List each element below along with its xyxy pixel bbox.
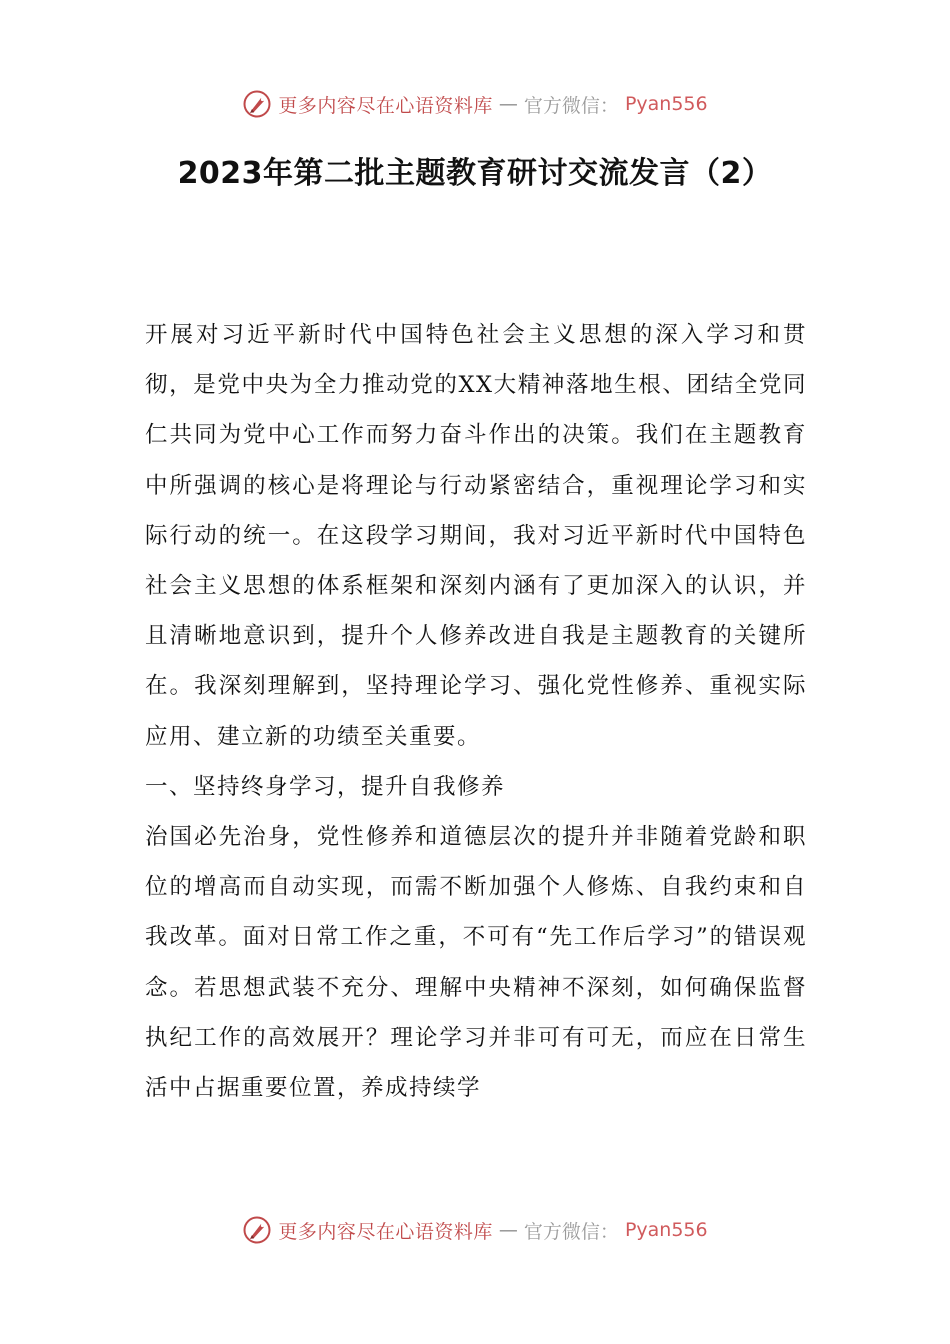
document-body [145,310,807,1113]
section-heading-1: 一、坚持终身学习，提升自我修养 [145,773,506,800]
header-wechat-label: 官方微信： [523,94,619,117]
footer-banner-separator: — [498,1219,518,1241]
header-banner [0,82,950,126]
pen-nib-logo-icon [242,1215,272,1245]
header-wechat-id: Pyan556 [624,93,708,115]
header-banner-text: 更多内容尽在心语资料库 [278,94,493,117]
document-title: 2023年第二批主题教育研讨交流发言（2） [177,156,773,191]
footer-wechat-id: Pyan556 [624,1219,708,1241]
footer-banner [0,1208,950,1252]
footer-banner-text: 更多内容尽在心语资料库 [278,1220,493,1243]
pen-nib-logo-icon [242,89,272,119]
paragraph-section-1: 治国必先治身，党性修养和道德层次的提升并非随着党龄和职位的增高而自动实现，而需不断加强个人修炼、自我约束和自我改革。面对日常工作之重，不可有“先工作后学习”的错误观念。若思想武装不充分、理解中央精神不深刻，如何确保监督执纪工作的高效展开？理论学习并非可有可无，而应在日常生活中占据重要位置，养成持续学 [145,824,807,1102]
header-banner-separator: — [498,93,518,115]
paragraph-intro: 开展对习近平新时代中国特色社会主义思想的深入学习和贯彻，是党中央为全力推动党的XX大精神落地生根、团结全党同仁共同为党中心工作而努力奋斗作出的决策。我们在主题教育中所强调的核心是将理论与行动紧密结合，重视理论学习和实际行动的统一。在这段学习期间，我对习近平新时代中国特色社会主义思想的体系框架和深刻内涵有了更加深入的认识，并且清晰地意识到，提升个人修养改进自我是主题教育的关键所在。我深刻理解到，坚持理论学习、强化党性修养、重视实际应用、建立新的功绩至关重要。 [145,322,807,750]
footer-wechat-label: 官方微信： [523,1220,619,1243]
